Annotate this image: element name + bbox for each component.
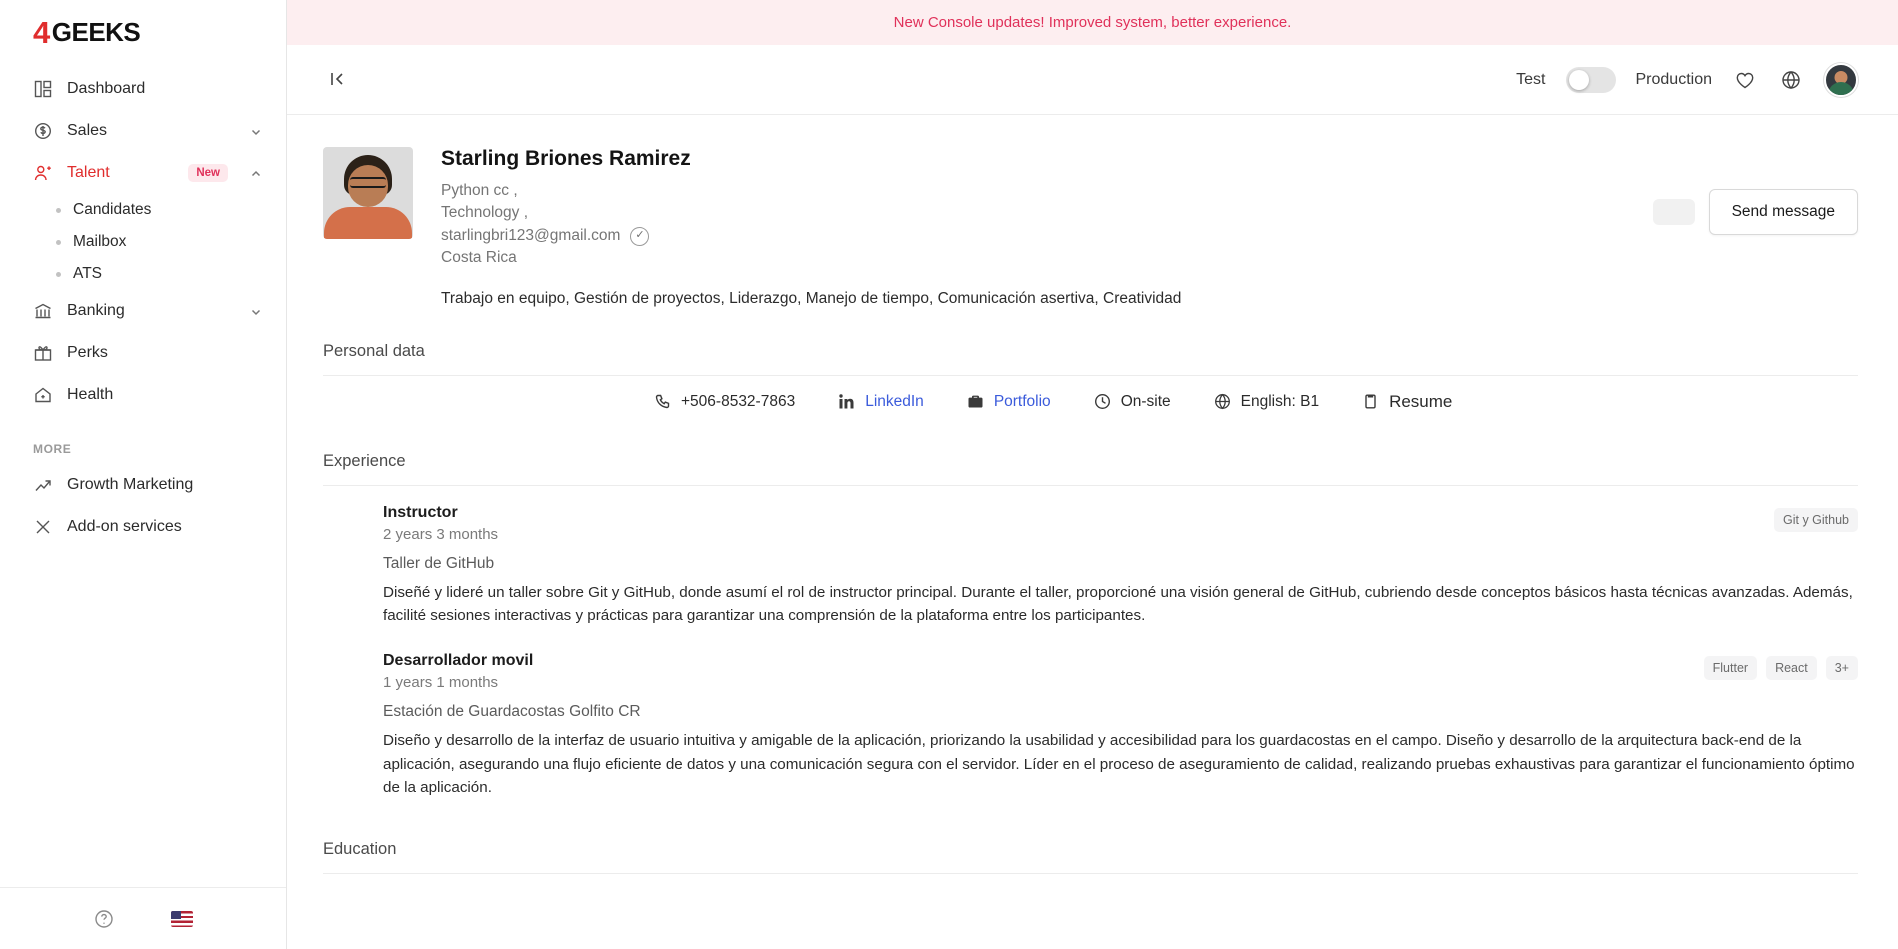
toggle-knob [1569,70,1589,90]
sidebar-item-label: Health [67,386,114,403]
profile-header [323,147,1858,308]
contact-english-level [1213,392,1319,411]
talent-icon [33,163,53,183]
sidebar-item-addon-services[interactable] [0,506,286,548]
resume-icon [1361,392,1380,411]
contact-linkedin[interactable] [837,392,924,411]
bullet-icon [56,240,61,245]
status-badge: New [188,164,228,182]
env-test-label: Test [1516,70,1546,88]
verified-check-icon: ✓ [630,227,649,246]
chevron-down-icon [250,305,262,317]
health-icon [33,385,53,405]
experience-duration: 2 years 3 months [383,525,499,543]
help-icon[interactable] [93,908,115,930]
briefcase-icon [966,392,985,411]
tag: Git y Github [1774,508,1858,532]
bullet-icon [56,208,61,213]
glasses-icon [350,177,386,188]
profile-role: Python cc , [441,182,518,199]
experience-description: Diseño y desarrollo de la interfaz de usuario intuitiva y amigable de la aplicación, priorizando la usabilidad y accesibilidad para los guardacostas en el campo. Diseño y desarrollo de la arquitectura back-end de la aplicación, asegurando una flujo eficiente de datos y una comunicación segura con el servidor. Líder en el proceso de aseguramiento de calidad, realizando pruebas exhaustivas para garantizar el funcionamiento óptimo de la aplicación. [383,732,1855,797]
linkedin-icon [837,392,856,411]
flag-us-icon[interactable] [171,911,193,927]
addon-icon [33,517,53,537]
brand-logo[interactable] [0,0,286,62]
contact-label: English: B1 [1240,392,1320,410]
experience-title: Desarrollador movil [383,652,534,669]
bank-icon [33,301,53,321]
experience-organization: Estación de Guardacostas Golfito CR [383,703,641,720]
contact-label: Portfolio [993,392,1051,410]
experience-title: Instructor [383,503,458,521]
profile-email-row [441,225,1181,247]
placeholder-action[interactable] [1653,199,1695,225]
sidebar-item-sales[interactable] [0,110,286,152]
contact-onsite [1093,392,1171,411]
experience-organization: Taller de GitHub [383,554,495,572]
globe-icon [1213,392,1232,411]
experience-description: Diseñé y lideré un taller sobre Git y GitHub, donde asumí el rol de instructor principal. Durante el taller, proporcioné una visión general de GitHub, cubriendo desde conceptos básicos hasta técnicas avanzadas. Además, facilité sesiones interactivas y prácticas para garantizar una comprensión de la plataforma entre los participantes. [383,583,1853,625]
contact-resume[interactable] [1361,392,1452,412]
sales-icon [33,121,53,141]
experience-tags [1704,656,1858,680]
main-area [287,0,1898,949]
sidebar-item-label: Growth Marketing [67,476,194,493]
avatar-body [1828,82,1854,95]
contact-label: LinkedIn [865,392,924,410]
sidebar [0,0,287,949]
sidebar-item-mailbox[interactable] [0,226,286,258]
profile-actions [1653,147,1858,235]
sidebar-item-label: Perks [67,344,108,361]
profile-industry: Technology , [441,204,529,222]
perks-icon [33,343,53,363]
sidebar-item-banking[interactable] [0,290,286,332]
contact-label: On-site [1120,392,1171,410]
sidebar-section-more: MORE [33,442,72,456]
talent-subnav [0,194,286,290]
divider [323,873,1858,874]
chevron-down-icon [250,125,262,137]
heart-icon[interactable] [1732,67,1758,93]
chevron-up-icon [250,167,262,179]
tag: React [1766,656,1817,680]
page-title: Starling Briones Ramirez [441,147,691,170]
profile-info [441,147,1181,308]
tag-more[interactable]: 3+ [1826,656,1858,680]
announcement-banner [287,0,1898,45]
sidebar-nav [0,62,286,548]
sidebar-item-perks[interactable] [0,332,286,374]
bullet-icon [56,272,61,277]
profile-country: Costa Rica [441,249,517,267]
experience-entry [323,486,1858,634]
topbar-actions [1516,63,1858,97]
growth-icon [33,475,53,495]
sidebar-item-label: Banking [67,302,125,319]
sidebar-item-candidates[interactable] [0,194,286,226]
sidebar-item-label: ATS [73,265,102,282]
sidebar-item-dashboard[interactable] [0,68,286,110]
announcement-text: New Console updates! Improved system, better experience. [893,14,1292,31]
contact-portfolio[interactable] [966,392,1051,411]
env-toggle[interactable] [1566,67,1616,93]
section-title-personal-data: Personal data [323,341,425,360]
sidebar-item-ats[interactable] [0,258,286,290]
sidebar-item-label: Dashboard [67,80,146,97]
logo-number: 4 [33,14,50,50]
collapse-sidebar-icon[interactable] [327,69,349,91]
topbar [287,45,1898,115]
contact-label: Resume [1389,391,1453,411]
section-title-experience: Experience [323,451,406,470]
sidebar-footer [0,887,286,949]
photo-body [324,207,412,239]
experience-entry [323,634,1858,806]
env-production-label: Production [1635,70,1712,88]
experience-duration: 1 years 1 months [383,674,499,691]
sidebar-item-label: Add-on services [67,518,182,535]
sidebar-item-growth-marketing[interactable] [0,464,286,506]
sidebar-item-talent[interactable] [0,152,286,194]
phone-icon [653,392,672,411]
candidate-photo [323,147,413,239]
logo-text: GEEKS [51,16,141,47]
globe-icon[interactable] [1778,67,1804,93]
content-area [287,115,1898,949]
send-message-button[interactable]: Send message [1709,189,1858,235]
experience-tags [1774,508,1858,532]
sidebar-item-health[interactable] [0,374,286,416]
contact-label: +506-8532-7863 [681,392,796,410]
tag: Flutter [1704,656,1757,680]
profile-email[interactable]: starlingbri123@gmail.com [441,226,621,244]
avatar[interactable] [1824,63,1858,97]
sidebar-item-label: Sales [67,122,108,139]
sidebar-item-label: Talent [67,164,110,181]
section-title-education: Education [323,839,397,858]
onsite-icon [1093,392,1112,411]
profile-skills: Trabajo en equipo, Gestión de proyectos, Liderazgo, Manejo de tiempo, Comunicación asertiva, Creatividad [441,289,1182,307]
dashboard-icon [33,79,53,99]
contact-phone[interactable] [653,392,795,411]
sidebar-item-label: Mailbox [73,233,127,250]
personal-data-list [323,376,1858,418]
sidebar-item-label: Candidates [73,201,152,218]
